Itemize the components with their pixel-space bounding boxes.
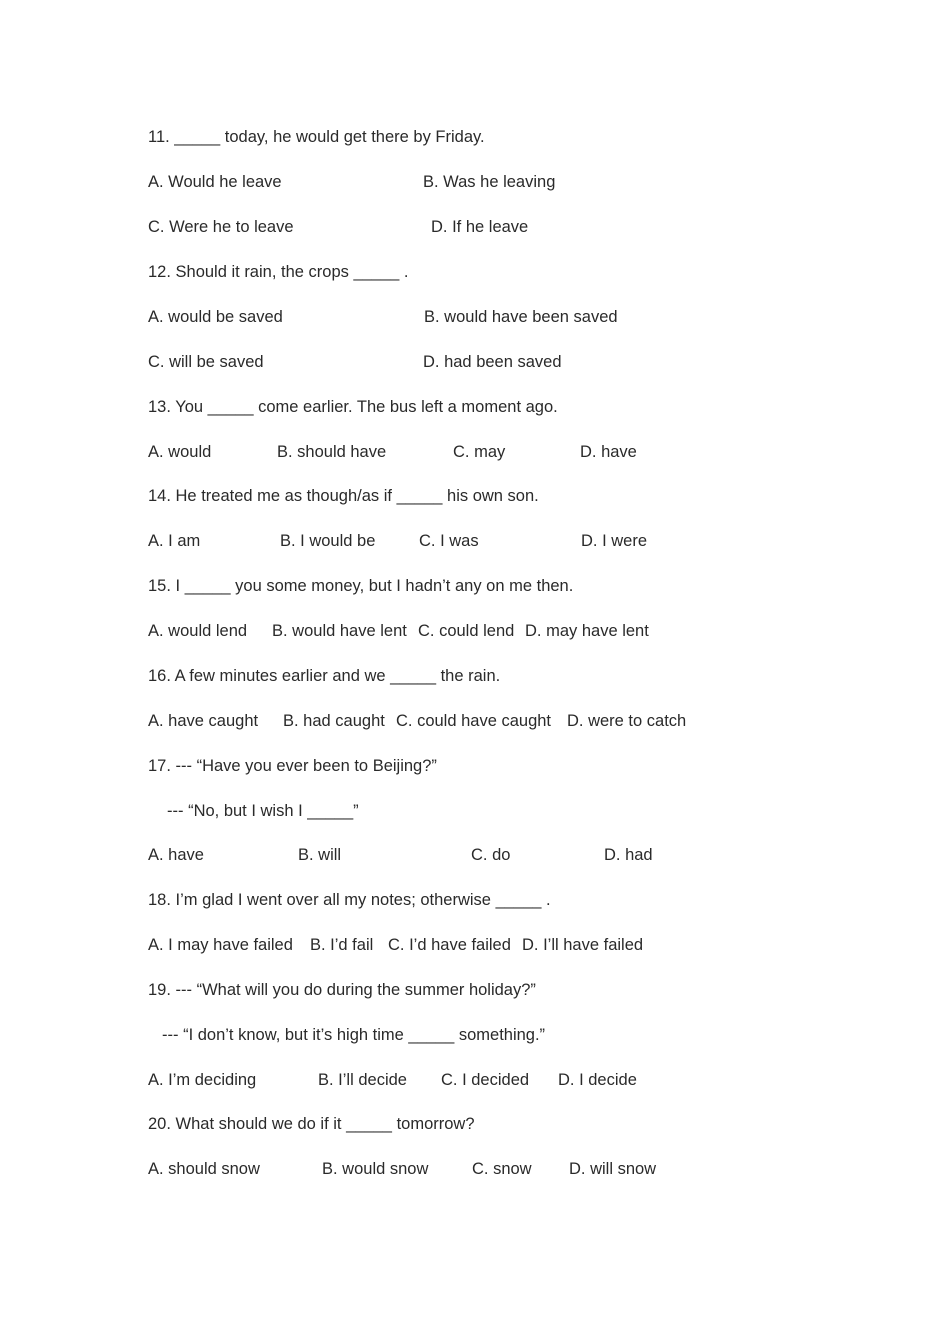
option-d: D. may have lent (525, 622, 649, 640)
question-stem: 15. I _____ you some money, but I hadn’t any on me then. (148, 577, 574, 595)
option-c: C. I was (419, 532, 479, 550)
question-stem: 20. What should we do if it _____ tomorrow? (148, 1115, 475, 1133)
question-stem: 17. --- “Have you ever been to Beijing?” (148, 757, 437, 775)
option-b: B. will (298, 846, 342, 864)
option-d: D. I’ll have failed (522, 936, 644, 954)
option-a: A. have (148, 846, 204, 864)
option-d: D. have (580, 443, 637, 461)
option-d: D. will snow (569, 1160, 657, 1178)
option-b: B. had caught (283, 712, 385, 730)
option-a: A. I’m deciding (148, 1071, 257, 1089)
option-d: D. I decide (558, 1071, 637, 1089)
option-c: C. may (453, 443, 506, 461)
option-b: B. would have lent (272, 622, 407, 640)
option-c: C. will be saved (148, 353, 264, 371)
option-b: B. I’d fail (310, 936, 374, 954)
option-c: C. I’d have failed (388, 936, 511, 954)
option-a: A. would (148, 443, 212, 461)
question-stem: 14. He treated me as though/as if _____ his own son. (148, 487, 539, 505)
question-stem: 18. I’m glad I went over all my notes; otherwise _____ . (148, 891, 551, 909)
option-c: C. snow (472, 1160, 532, 1178)
question-stem: 16. A few minutes earlier and we _____ the rain. (148, 667, 501, 685)
option-b: B. should have (277, 443, 387, 461)
option-a: A. I am (148, 532, 201, 550)
option-d: D. were to catch (567, 712, 687, 730)
option-b: B. I would be (280, 532, 376, 550)
option-a: A. would lend (148, 622, 248, 640)
option-d: D. had been saved (423, 353, 562, 371)
option-b: B. I’ll decide (318, 1071, 407, 1089)
question-stem: 13. You _____ come earlier. The bus left a moment ago. (148, 398, 558, 416)
option-a: A. should snow (148, 1160, 260, 1178)
dialogue-reply: --- “I don’t know, but it’s high time _____ something.” (162, 1026, 546, 1044)
question-stem: 19. --- “What will you do during the summer holiday?” (148, 981, 536, 999)
option-b: B. Was he leaving (423, 173, 556, 191)
question-stem: 12. Should it rain, the crops _____ . (148, 263, 409, 281)
option-c: C. I decided (441, 1071, 530, 1089)
option-c: C. could lend (418, 622, 515, 640)
option-a: A. would be saved (148, 308, 283, 326)
option-b: B. would snow (322, 1160, 429, 1178)
option-d: D. If he leave (431, 218, 529, 236)
option-c: C. could have caught (396, 712, 552, 730)
option-a: A. Would he leave (148, 173, 282, 191)
option-b: B. would have been saved (424, 308, 618, 326)
dialogue-reply: --- “No, but I wish I _____” (167, 802, 359, 820)
option-a: A. I may have failed (148, 936, 293, 954)
option-a: A. have caught (148, 712, 259, 730)
option-d: D. had (604, 846, 653, 864)
option-d: D. I were (581, 532, 648, 550)
option-c: C. Were he to leave (148, 218, 294, 236)
option-c: C. do (471, 846, 511, 864)
question-stem: 11. _____ today, he would get there by Friday. (148, 128, 485, 146)
